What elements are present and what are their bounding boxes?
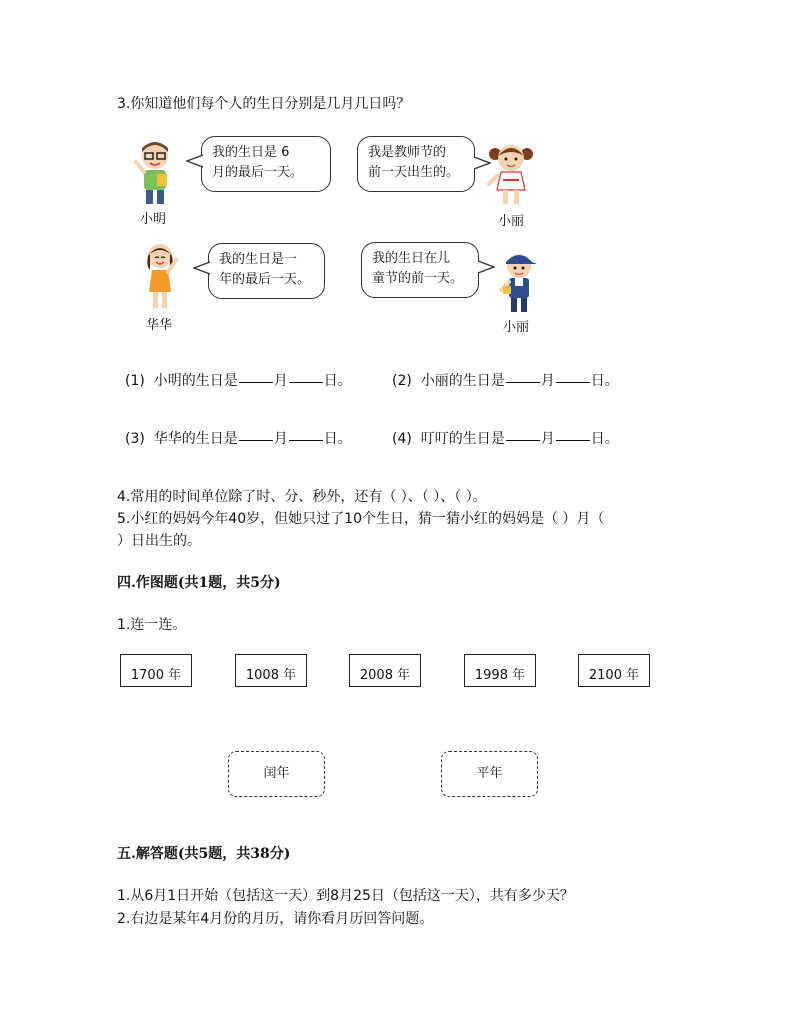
answer-blank[interactable] — [506, 381, 540, 383]
sub-month: 月 — [540, 373, 555, 389]
speech-bubble-dingding — [361, 242, 479, 298]
girl-with-pigtails-figure — [483, 140, 539, 208]
q5-text-line2: ）日出生的。 — [117, 533, 201, 549]
answer-blank[interactable] — [239, 381, 273, 383]
section5-q1: 1.从6月1日开始（包括这一天）到8月25日（包括这一天），共有多少天？ — [117, 888, 574, 904]
bubble-line: 童节的前一天。 — [372, 271, 464, 286]
year-box-2008[interactable]: 2008 年 — [349, 654, 421, 687]
year-box-1998[interactable]: 1998 年 — [464, 654, 536, 687]
sub-text: 叮叮的生日是 — [420, 431, 505, 447]
answer-blank[interactable] — [239, 439, 273, 441]
bubble-tail — [477, 259, 495, 275]
person-name-xiaoli: 小丽 — [498, 214, 525, 229]
person-name-xiaoming: 小明 — [140, 212, 167, 227]
section4-heading: 四.作图题(共1题，共5分) — [117, 575, 281, 591]
boy-with-glasses-figure — [131, 138, 179, 208]
sub-day: 日。 — [590, 431, 619, 447]
answer-blank[interactable] — [556, 381, 590, 383]
section4-q1: 1.连一连。 — [117, 617, 187, 633]
year-box-1700[interactable]: 1700 年 — [120, 654, 192, 687]
common-year-box[interactable]: 平年 — [441, 751, 538, 797]
sub-question-4 — [392, 428, 619, 448]
bubble-line: 前一天出生的。 — [368, 165, 460, 180]
answer-blank[interactable] — [289, 381, 323, 383]
bubble-line: 我的生日在儿 — [372, 251, 451, 266]
sub-day: 日。 — [323, 373, 352, 389]
bubble-line: 我的生日是 6 — [212, 145, 290, 160]
sub-question-2 — [392, 370, 619, 390]
answer-blank[interactable] — [556, 439, 590, 441]
sub-month: 月 — [273, 373, 288, 389]
boy-with-cap-figure — [497, 248, 541, 316]
answer-blank[interactable] — [289, 439, 323, 441]
year-box-1008[interactable]: 1008 年 — [235, 654, 307, 687]
bubble-line: 月的最后一天。 — [212, 165, 304, 180]
sub-num: (2) — [392, 373, 412, 389]
q3-title: 3.你知道他们每个人的生日分别是几月几日吗？ — [117, 96, 411, 112]
speech-bubble-xiaoli — [357, 136, 475, 192]
sub-text: 小明的生日是 — [153, 373, 238, 389]
speech-bubble-xiaoming — [201, 136, 331, 192]
sub-text: 华华的生日是 — [153, 431, 238, 447]
speech-bubble-huahua — [208, 243, 325, 299]
bubble-line: 我的生日是一 — [219, 252, 298, 267]
sub-question-3 — [125, 428, 352, 448]
person-name-huahua: 华华 — [146, 318, 173, 333]
sub-num: (4) — [392, 431, 412, 447]
sub-month: 月 — [540, 431, 555, 447]
sub-question-1 — [125, 370, 352, 390]
year-box-2100[interactable]: 2100 年 — [578, 654, 650, 687]
sub-num: (1) — [125, 373, 145, 389]
section5-q2: 2.右边是某年4月份的月历，请你看月历回答问题。 — [117, 911, 434, 927]
leap-year-box[interactable]: 闰年 — [228, 751, 325, 797]
sub-day: 日。 — [590, 373, 619, 389]
answer-blank[interactable] — [506, 439, 540, 441]
section5-heading: 五.解答题(共5题，共38分) — [117, 846, 291, 862]
waving-girl-figure — [140, 240, 180, 312]
q4-text: 4.常用的时间单位除了时、分、秒外，还有（ ）、（ ）、（ ）。 — [117, 489, 487, 505]
q5-text-line1: 5.小红的妈妈今年40岁，但她只过了10个生日，猜一猜小红的妈妈是（ ）月（ — [117, 511, 605, 527]
sub-month: 月 — [273, 431, 288, 447]
bubble-line: 我是教师节的 — [368, 145, 447, 160]
sub-day: 日。 — [323, 431, 352, 447]
bubble-tail — [193, 260, 211, 276]
bubble-tail — [186, 153, 204, 169]
sub-text: 小丽的生日是 — [420, 373, 505, 389]
sub-num: (3) — [125, 431, 145, 447]
person-name-xiaoli-2: 小丽 — [503, 320, 530, 335]
bubble-line: 年的最后一天。 — [219, 272, 311, 287]
